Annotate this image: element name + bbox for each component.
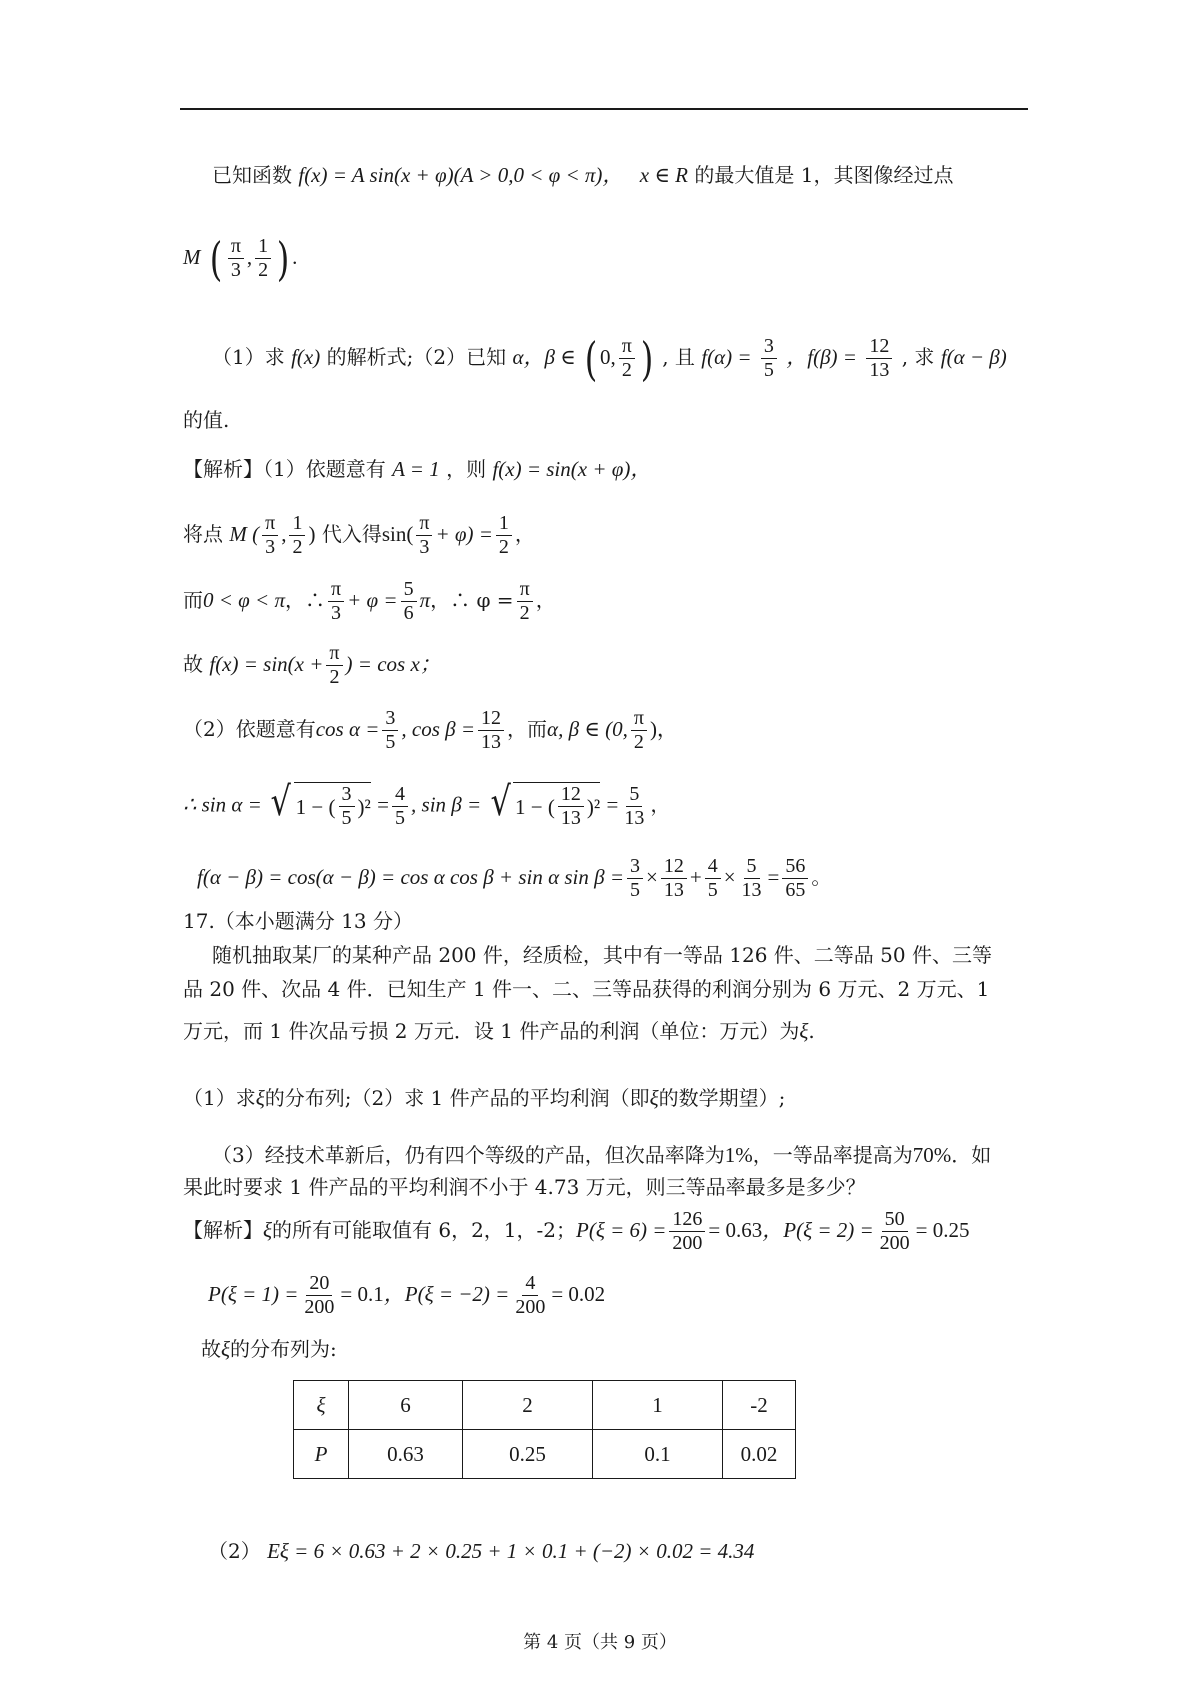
distribution-table (293, 1380, 796, 1479)
stem-domain: x ∈ R (639, 163, 688, 187)
p17-dist-label: 故ξ的分布列为: (201, 1337, 337, 1361)
p16-final-line: f(α − β) = cos(α − β) = cos α cos β + sin α sin β = $\frac{3}{5}$ × $\frac{12}{13}$ + $\frac{4}{5}$ × $\frac{5}{13}$ = $\frac{56}{65}$ 。 (197, 855, 832, 901)
frac-1-2: $\frac{1}{2}$ (255, 235, 271, 282)
sqrt-sin-beta: √ 1 − ( $\frac{12}{13}$ )² (490, 779, 601, 829)
table-cell: -2 (723, 1381, 796, 1430)
sqrt-sin-alpha: √ 1 − ( $\frac{3}{5}$ )² (270, 779, 371, 829)
expectation-formula: Eξ = 6 × 0.63 + 2 × 0.25 + 1 × 0.1 + (−2) × 0.02 = 4.34 (267, 1539, 755, 1563)
table-cell: 0.02 (723, 1430, 796, 1479)
p17-q3-line: （3）经技术革新后，仍有四个等级的产品，但次品率降为1%，一等品率提高为70%．如 (212, 1143, 992, 1167)
point-m: M (183, 245, 201, 269)
p17-sol-line1: 【解析】ξ的所有可能取值有 6，2，1，-2；P(ξ = 6) = $\frac{126}{200}$ = 0.63，P(ξ = 2) = $\frac{50}{200}$ = 0.25 (183, 1208, 970, 1254)
p16-point-line: M ( $\frac{\pi}{3}$ , $\frac{1}{2}$ ) . (183, 231, 298, 286)
page-footer: 第 4 页（共 9 页） (523, 1632, 677, 1653)
q-fb: ，f(β) = (786, 345, 857, 369)
q-fa: f(α) = (701, 345, 752, 369)
stem-intro: 已知函数 (212, 163, 292, 187)
p16-phi-line: 而0 < φ < π，∴ $\frac{\pi}{3}$ + φ = $\frac{5}{6}$ π，∴ φ = $\frac{\pi}{2}$ ， (183, 578, 556, 624)
p16-part2-line: （2）依题意有cos α = $\frac{3}{5}$ , cos β = $\frac{12}{13}$ ，而α, β ∈ (0, $\frac{\pi}{2}$ )， (183, 707, 678, 753)
p16-question-line: （1）求 f(x) 的解析式;（2）已知 α，β ∈ ( 0, $\frac{\pi}{2}$ ) , 且 f(α) = $\frac{3}{5}$ ，f(β) = $\frac{12}{13}$ , 求 f(α − β) (212, 331, 1007, 386)
p17-title: 17.（本小题满分 13 分） (183, 909, 413, 933)
p16-result-line: 故 f(x) = sin(x + $\frac{\pi}{2}$ ) = cos x； (183, 642, 441, 688)
table-cell: 0.1 (593, 1430, 723, 1479)
table-cell: ξ (294, 1381, 349, 1430)
q-part1: （1）求 (212, 345, 285, 369)
table-cell: 2 (463, 1381, 593, 1430)
p17-expectation-line: （2） Eξ = 6 × 0.63 + 2 × 0.25 + 1 × 0.1 + (−2) × 0.02 = 4.34 (208, 1539, 755, 1563)
p16-stem-line (212, 160, 953, 190)
table-cell: 6 (349, 1381, 463, 1430)
q-ab: α，β ∈ (512, 345, 576, 369)
p16-solution-head: 【解析】（1）依题意有 A = 1 ，则 f(x) = sin(x + φ)， (183, 457, 652, 481)
right-paren: ) (276, 231, 290, 286)
p17-line2: 品 20 件、次品 4 件．已知生产 1 件一、二、三等品获得的利润分别为 6 万元、2 万元、1 (183, 977, 990, 1001)
p17-q3-line2: 果此时要求 1 件产品的平均利润不小于 4.73 万元，则三等品率最多是多少？ (183, 1175, 866, 1199)
p17-line1: 随机抽取某厂的某种产品 200 件，经质检，其中有一等品 126 件、二等品 50 件、三等 (212, 943, 992, 967)
p17-q1-line: （1）求ξ的分布列;（2）求 1 件产品的平均利润（即ξ的数学期望）; (183, 1086, 786, 1110)
q-fx: f(x) (291, 345, 321, 369)
q-fab: f(α − β) (940, 345, 1007, 369)
q-part2: 的解析式;（2）已知 (326, 345, 507, 369)
header-rule (180, 108, 1028, 110)
p17-sol-line2: P(ξ = 1) = $\frac{20}{200}$ = 0.1，P(ξ = −2) = $\frac{4}{200}$ = 0.02 (208, 1272, 606, 1318)
p17-line3: 万元，而 1 件次品亏损 2 万元．设 1 件产品的利润（单位：万元）为ξ. (183, 1019, 815, 1043)
table-row (294, 1430, 796, 1479)
solution-label: 【解析】（1）依题意有 (183, 457, 386, 481)
p16-sin-line: ∴ sin α = √ 1 − ( $\frac{3}{5}$ )² = $\frac{4}{5}$ , sin β = √ 1 − ( $\frac{12}{13}$ )² = $\frac{5}{13}$ ， (183, 779, 671, 829)
table-cell: 0.25 (463, 1430, 593, 1479)
frac-pi-3: $\frac{\pi}{3}$ (228, 235, 244, 282)
p16-substitute-line: 将点 M ( $\frac{\pi}{3}$ , $\frac{1}{2}$ ) 代入得sin( $\frac{\pi}{3}$ + φ) = $\frac{1}{2}$ ， (183, 512, 535, 558)
table-cell: 0.63 (349, 1430, 463, 1479)
table-cell: P (294, 1430, 349, 1479)
table-cell: 1 (593, 1381, 723, 1430)
frac-interval: $\frac{\pi}{2}$ (619, 335, 635, 382)
left-paren: ( (209, 231, 223, 286)
p16-value-line: 的值. (183, 408, 230, 432)
table-row (294, 1381, 796, 1430)
solution-label-17: 【解析】 (183, 1218, 263, 1242)
stem-function: f(x) = A sin(x + φ)(A > 0,0 < φ < π)， (298, 163, 624, 187)
stem-rest: 的最大值是 1，其图像经过点 (694, 163, 954, 187)
